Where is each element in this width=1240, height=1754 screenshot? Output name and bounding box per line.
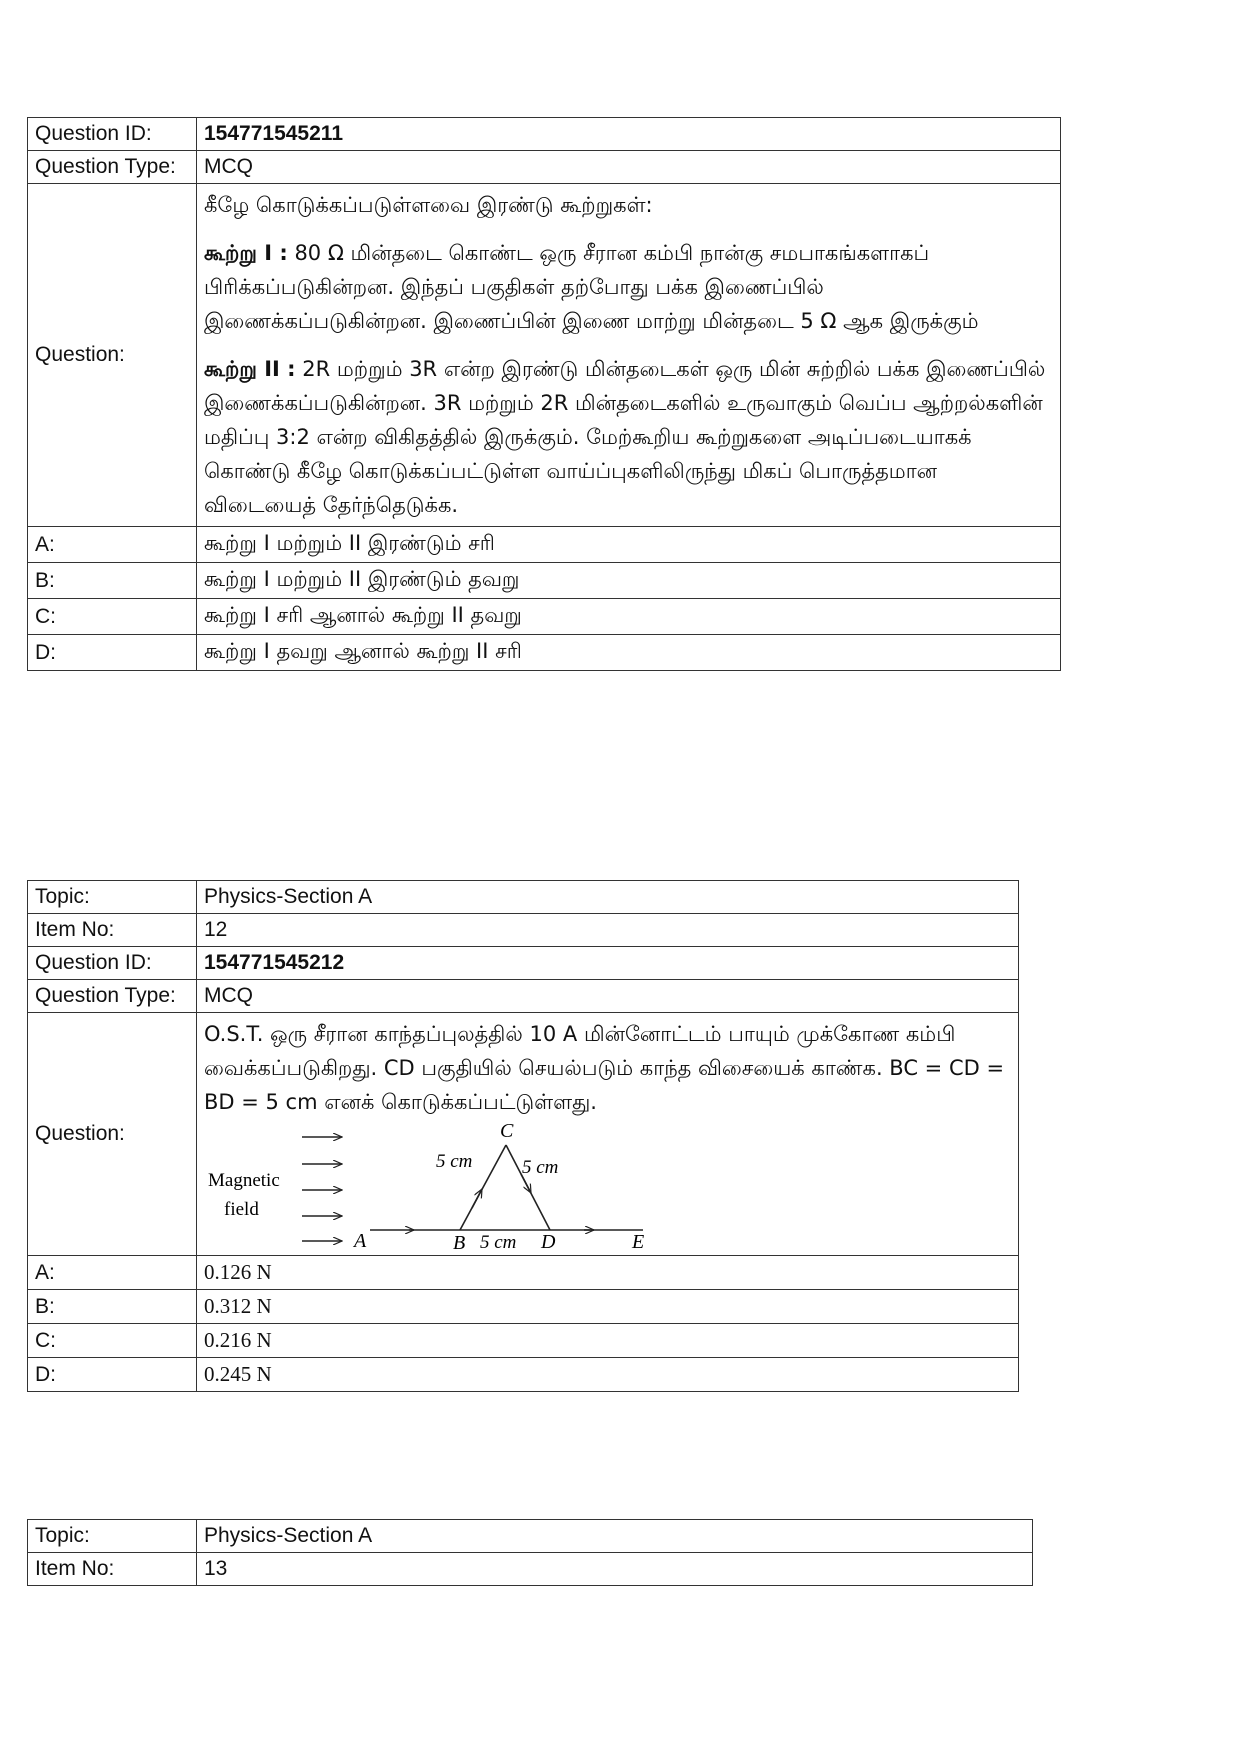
table-row	[28, 563, 1061, 599]
question-id-value: 154771545212	[197, 947, 1019, 980]
item-no-label: Item No:	[28, 1553, 197, 1586]
option-c-text: 0.216 N	[197, 1324, 1019, 1358]
table-row	[28, 184, 1061, 527]
option-c-label: C:	[28, 599, 197, 635]
question-type-value: MCQ	[197, 151, 1061, 184]
point-b-label: B	[453, 1232, 466, 1251]
table-row	[28, 118, 1061, 151]
option-a-label: A:	[28, 1256, 197, 1290]
point-e-label: E	[632, 1231, 645, 1251]
point-d-label: D	[541, 1231, 556, 1251]
point-c-label: C	[500, 1121, 514, 1142]
table-row	[28, 1358, 1019, 1392]
table-row	[28, 1013, 1019, 1256]
question-id-value: 154771545211	[197, 118, 1061, 151]
question-table-1	[27, 117, 1061, 671]
statement-2	[204, 352, 1053, 522]
side-bc-label: 5 cm	[436, 1151, 473, 1172]
side-cd-label: 5 cm	[522, 1157, 559, 1178]
table-row	[28, 1324, 1019, 1358]
table-row	[28, 1290, 1019, 1324]
question-text: O.S.T. ஒரு சீரான காந்தப்புலத்தில் 10 A மின்னோட்டம் பாயும் முக்கோண கம்பி வைக்கப்படுகிறது. CD பகுதியில் செயல்படும் காந்த விசையைக் காண்க. BC = CD = BD = 5 cm எனக் கொடுக்கப்பட்டுள்ளது.	[204, 1022, 1005, 1114]
field-label-2: field	[224, 1199, 259, 1220]
topic-label: Topic:	[28, 881, 197, 914]
option-d-text: கூற்று I தவறு ஆனால் கூற்று II சரி	[197, 635, 1061, 671]
table-row	[28, 1256, 1019, 1290]
option-b-text: 0.312 N	[197, 1290, 1019, 1324]
option-d-label: D:	[28, 1358, 197, 1392]
table-row	[28, 1520, 1033, 1553]
question-id-label: Question ID:	[28, 947, 197, 980]
option-b-label: B:	[28, 563, 197, 599]
option-b-label: B:	[28, 1290, 197, 1324]
table-row	[28, 599, 1061, 635]
statement-2-text: 2R மற்றும் 3R என்ற இரண்டு மின்தடைகள் ஒரு மின் சுற்றில் பக்க இணைப்பில் இணைக்கப்படுகின்றன. 3R மற்றும் 2R மின்தடைகளில் உருவாகும் வெப்ப ஆற்றல்களின் மதிப்பு 3:2 என்ற விகிதத்தில் இருக்கும். மேற்கூறிய கூற்றுகளை அடிப்படையாகக் கொண்டு கீழே கொடுக்கப்பட்டுள்ள வாய்ப்புகளிலிருந்து மிகப் பொருத்தமான விடையைத் தேர்ந்தெடுக்க.	[204, 357, 1046, 517]
question-type-label: Question Type:	[28, 980, 197, 1013]
current-arrow-icon	[472, 1189, 482, 1208]
table-row	[28, 947, 1019, 980]
table-row	[28, 1553, 1033, 1586]
item-no-value: 13	[197, 1553, 1033, 1586]
wire	[370, 1145, 643, 1230]
option-a-text: கூற்று I மற்றும் II இரண்டும் சரி	[197, 527, 1061, 563]
table-row	[28, 881, 1019, 914]
option-a-text: 0.126 N	[197, 1256, 1019, 1290]
question-table-2	[27, 880, 1019, 1392]
option-d-label: D:	[28, 635, 197, 671]
statement-1-label: கூற்று I :	[204, 241, 288, 265]
statement-1-text: 80 Ω மின்தடை கொண்ட ஒரு சீரான கம்பி நான்கு சமபாகங்களாகப் பிரிக்கப்படுகின்றன. இந்தப் பகுதிகள் தற்போது பக்க இணைப்பில் இணைக்கப்படுகின்றன. இணைப்பின் இணை மாற்று மின்தடை 5 Ω ஆக இருக்கும்	[204, 241, 979, 333]
field-label-1: Magnetic	[208, 1170, 280, 1191]
question-id-label: Question ID:	[28, 118, 197, 151]
option-a-label: A:	[28, 527, 197, 563]
table-row	[28, 151, 1061, 184]
table-row	[28, 980, 1019, 1013]
magnetic-field-triangle-figure	[204, 1121, 674, 1251]
question-label: Question:	[28, 184, 197, 527]
option-c-label: C:	[28, 1324, 197, 1358]
topic-value: Physics-Section A	[197, 1520, 1033, 1553]
item-no-value: 12	[197, 914, 1019, 947]
question-type-value: MCQ	[197, 980, 1019, 1013]
point-a-label: A	[354, 1230, 367, 1251]
statement-1	[204, 236, 1053, 338]
question-body	[197, 1013, 1019, 1256]
item-no-label: Item No:	[28, 914, 197, 947]
question-intro: கீழே கொடுக்கப்படுள்ளவை இரண்டு கூற்றுகள்:	[204, 193, 653, 217]
question-body	[197, 184, 1061, 527]
question-table-3	[27, 1519, 1033, 1586]
option-c-text: கூற்று I சரி ஆனால் கூற்று II தவறு	[197, 599, 1061, 635]
option-d-text: 0.245 N	[197, 1358, 1019, 1392]
side-bd-label: 5 cm	[480, 1232, 517, 1251]
topic-value: Physics-Section A	[197, 881, 1019, 914]
table-row	[28, 635, 1061, 671]
question-label: Question:	[28, 1013, 197, 1256]
question-type-label: Question Type:	[28, 151, 197, 184]
table-row	[28, 527, 1061, 563]
topic-label: Topic:	[28, 1520, 197, 1553]
table-row	[28, 914, 1019, 947]
statement-2-label: கூற்று II :	[204, 357, 296, 381]
option-b-text: கூற்று I மற்றும் II இரண்டும் தவறு	[197, 563, 1061, 599]
field-arrows	[302, 1137, 342, 1241]
